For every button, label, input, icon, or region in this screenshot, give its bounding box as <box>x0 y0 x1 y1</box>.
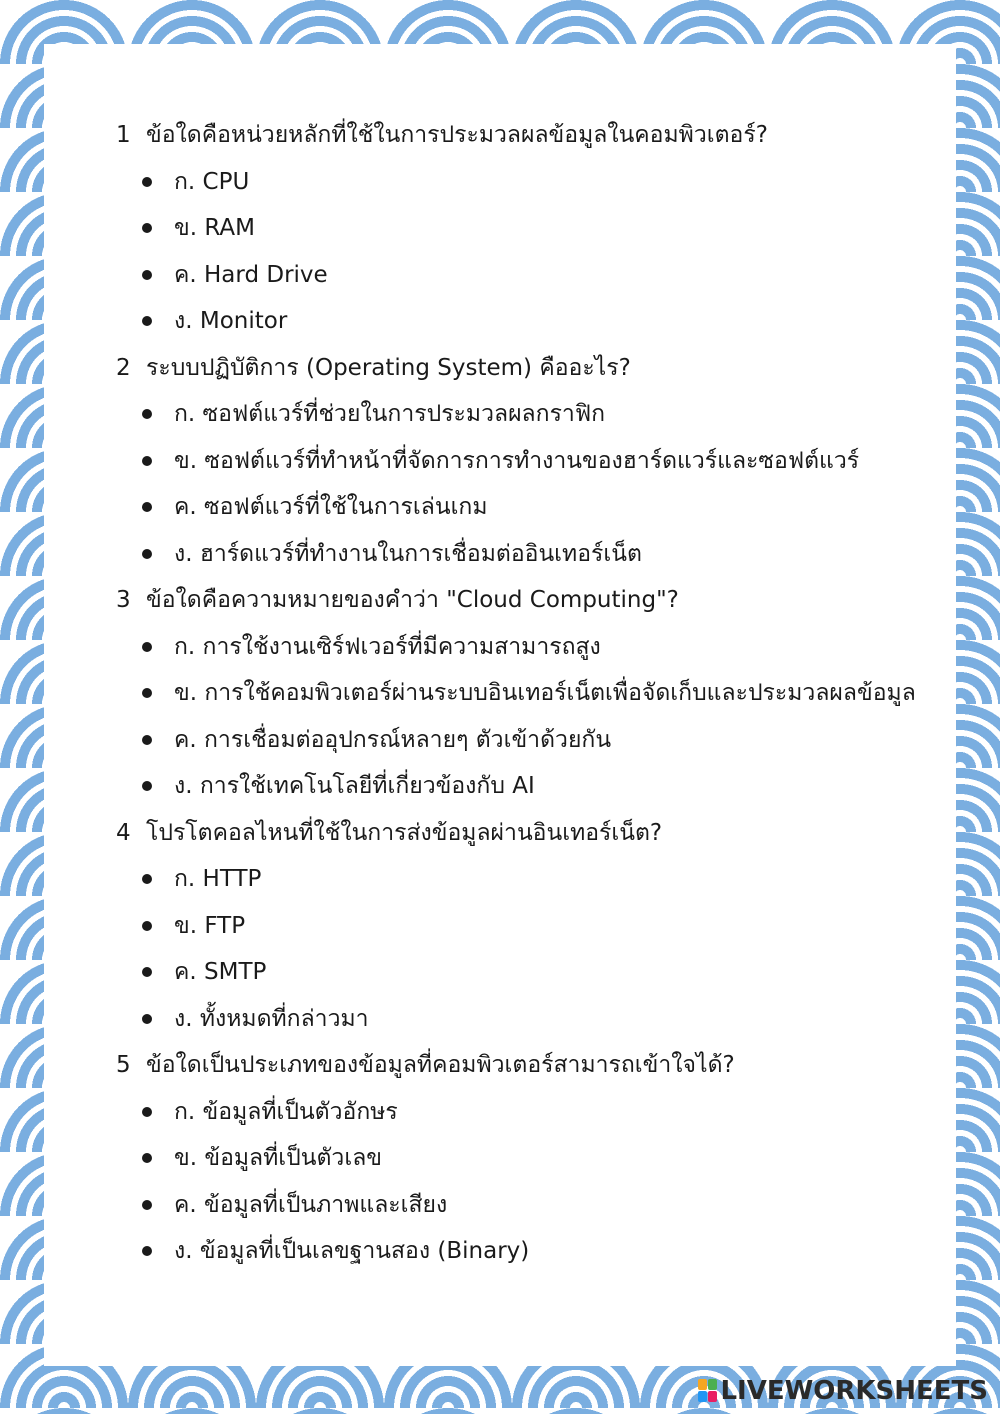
answer-option[interactable] <box>116 903 916 950</box>
option-text: ข. FTP <box>174 912 246 939</box>
bullet-icon <box>142 316 152 326</box>
answer-option[interactable] <box>116 856 916 903</box>
option-text: ก. การใช้งานเซิร์ฟเวอร์ที่มีความสามารถสูง <box>174 633 601 660</box>
bullet-icon <box>142 921 152 931</box>
answer-option[interactable] <box>116 205 916 252</box>
option-text: ข. RAM <box>174 215 255 242</box>
answer-option[interactable] <box>116 438 916 485</box>
option-text: ก. HTTP <box>174 866 262 893</box>
option-text: ก. ซอฟต์แวร์ที่ช่วยในการประมวลผลกราฟิก <box>174 401 606 428</box>
quiz-content <box>116 112 916 1275</box>
option-text: ง. ทั้งหมดที่กล่าวมา <box>174 1005 369 1032</box>
option-text: ค. ซอฟต์แวร์ที่ใช้ในการเล่นเกม <box>174 494 488 521</box>
bullet-icon <box>142 967 152 977</box>
option-text: ค. ข้อมูลที่เป็นภาพและเสียง <box>174 1191 448 1218</box>
option-text: ง. การใช้เทคโนโลยีที่เกี่ยวข้องกับ AI <box>174 773 535 800</box>
answer-option[interactable] <box>116 949 916 996</box>
question-4 <box>116 810 916 857</box>
question-text: โปรโตคอลไหนที่ใช้ในการส่งข้อมูลผ่านอินเทอร์เน็ต? <box>146 819 663 846</box>
bullet-icon <box>142 1107 152 1117</box>
bullet-icon <box>142 1153 152 1163</box>
bullet-icon <box>142 270 152 280</box>
answer-option[interactable] <box>116 670 916 717</box>
question-text: ข้อใดคือหน่วยหลักที่ใช้ในการประมวลผลข้อมูลในคอมพิวเตอร์? <box>146 122 768 149</box>
option-list <box>116 624 916 810</box>
bullet-icon <box>142 1014 152 1024</box>
answer-option[interactable] <box>116 717 916 764</box>
question-number: 4 <box>116 819 131 846</box>
bullet-icon <box>142 781 152 791</box>
question-number: 1 <box>116 122 131 149</box>
answer-option[interactable] <box>116 763 916 810</box>
option-list <box>116 391 916 577</box>
answer-option[interactable] <box>116 531 916 578</box>
answer-option[interactable] <box>116 624 916 671</box>
option-text: ข. ข้อมูลที่เป็นตัวเลข <box>174 1145 383 1172</box>
answer-option[interactable] <box>116 298 916 345</box>
option-text: ค. Hard Drive <box>174 261 328 288</box>
question-text: ข้อใดเป็นประเภทของข้อมูลที่คอมพิวเตอร์สามารถเข้าใจได้? <box>146 1052 735 1079</box>
question-3 <box>116 577 916 624</box>
answer-option[interactable] <box>116 252 916 299</box>
answer-option[interactable] <box>116 1089 916 1136</box>
answer-option[interactable] <box>116 1228 916 1275</box>
option-list <box>116 159 916 345</box>
option-text: ก. ข้อมูลที่เป็นตัวอักษร <box>174 1098 398 1125</box>
liveworksheets-logo <box>698 1374 988 1408</box>
option-text: ง. Monitor <box>174 308 288 335</box>
bullet-icon <box>142 1246 152 1256</box>
answer-option[interactable] <box>116 159 916 206</box>
option-list <box>116 1089 916 1275</box>
answer-option[interactable] <box>116 1182 916 1229</box>
question-number: 3 <box>116 587 131 614</box>
bullet-icon <box>142 688 152 698</box>
question-text: ข้อใดคือความหมายของคำว่า "Cloud Computing"? <box>146 587 679 614</box>
bullet-icon <box>142 549 152 559</box>
bullet-icon <box>142 1200 152 1210</box>
question-text: ระบบปฏิบัติการ (Operating System) คืออะไร? <box>146 354 631 381</box>
answer-option[interactable] <box>116 391 916 438</box>
question-number: 2 <box>116 354 131 381</box>
bullet-icon <box>142 874 152 884</box>
question-number: 5 <box>116 1052 131 1079</box>
bullet-icon <box>142 642 152 652</box>
answer-option[interactable] <box>116 484 916 531</box>
answer-option[interactable] <box>116 1135 916 1182</box>
option-text: ข. การใช้คอมพิวเตอร์ผ่านระบบอินเทอร์เน็ตเพื่อจัดเก็บและประมวลผลข้อมูล <box>174 680 916 707</box>
bullet-icon <box>142 223 152 233</box>
bullet-icon <box>142 177 152 187</box>
question-1 <box>116 112 916 159</box>
answer-option[interactable] <box>116 996 916 1043</box>
question-2 <box>116 345 916 392</box>
bullet-icon <box>142 409 152 419</box>
logo-mark-icon <box>698 1379 718 1403</box>
option-list <box>116 856 916 1042</box>
option-text: ก. CPU <box>174 168 250 195</box>
worksheet-page <box>44 44 956 1366</box>
bullet-icon <box>142 735 152 745</box>
option-text: ง. ฮาร์ดแวร์ที่ทำงานในการเชื่อมต่ออินเทอร์เน็ต <box>174 540 642 567</box>
logo-text: LIVEWORKSHEETS <box>720 1376 988 1406</box>
bullet-icon <box>142 456 152 466</box>
option-text: ง. ข้อมูลที่เป็นเลขฐานสอง (Binary) <box>174 1238 530 1265</box>
option-text: ข. ซอฟต์แวร์ที่ทำหน้าที่จัดการการทำงานของฮาร์ดแวร์และซอฟต์แวร์ <box>174 447 860 474</box>
question-5 <box>116 1042 916 1089</box>
bullet-icon <box>142 502 152 512</box>
option-text: ค. การเชื่อมต่ออุปกรณ์หลายๆ ตัวเข้าด้วยกัน <box>174 726 612 753</box>
option-text: ค. SMTP <box>174 959 267 986</box>
